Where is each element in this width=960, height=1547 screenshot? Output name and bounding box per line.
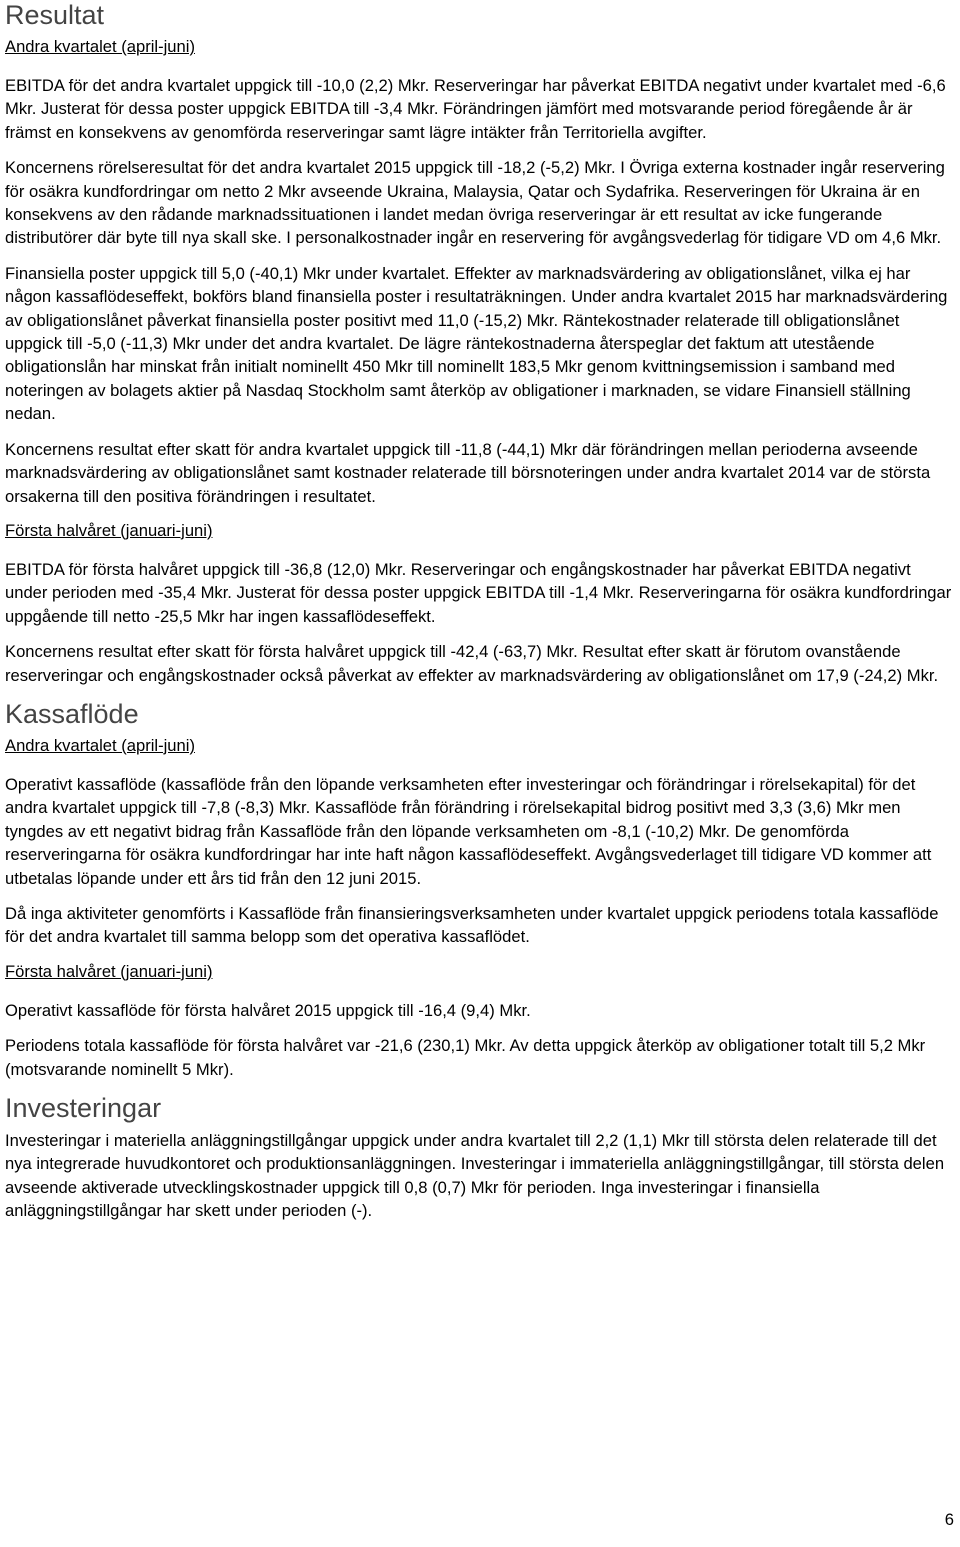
- section-heading-kassaflode: Kassaflöde: [5, 698, 139, 729]
- paragraph: Då inga aktiviteter genomförts i Kassaflöde från finansieringsverksamheten under kvartalet uppgick periodens totala kassaflöde för det andra kvartalet till samma belopp som det operativa kassaflödet.: [5, 903, 939, 947]
- paragraph: Investeringar i materiella anläggningstillgångar uppgick under andra kvartalet till 2,2 (1,1) Mkr till största delen relaterade till det nya integrerade huvudkontoret och produktionsanläggningen. Investeringar i immateriella anläggningstillgångar, till största delen avseende aktiverade utvecklingskostnader uppgick till 0,8 (0,7) Mkr för perioden. Inga investeringar i finansiella anläggningstillgångar har skett under perioden (-).: [5, 1131, 945, 1221]
- subheading-h1-resultat: Första halvåret (januari-juni): [5, 520, 213, 540]
- section-heading-investeringar: Investeringar: [5, 1093, 162, 1123]
- paragraph: Koncernens resultat efter skatt för första halvåret uppgick till -42,4 (-63,7) Mkr. Resultat efter skatt är förutom ovanstående reserveringar och engångskostnader också påverkat av effekter av marknadsvärdering av obligationslånet om 17,9 (-24,2) Mkr.: [5, 642, 939, 685]
- document-page: [5, 0, 953, 1235]
- subheading-q2-resultat: Andra kvartalet (april-juni): [5, 37, 195, 56]
- paragraph: Operativt kassaflöde för första halvåret 2015 uppgick till -16,4 (9,4) Mkr.: [5, 1000, 531, 1020]
- paragraph: Koncernens rörelseresultat för det andra kvartalet 2015 uppgick till -18,2 (-5,2) Mkr. I Övriga externa kostnader ingår reservering för osäkra kundfordringar om netto 2 Mkr avseende Ukraina, Malaysia, Qatar och Sydafrika. Reserveringen för Ukraina är en konsekvens av den rådande marknadssituationen i landet medan övriga reserveringar är ett resultat av icke fungerande distributörer där byte till nya skall ske. I personalkostnader ingår en reservering för avgångsvederlag för tidigare VD om 4,6 Mkr.: [5, 158, 945, 248]
- paragraph: Koncernens resultat efter skatt för andra kvartalet uppgick till -11,8 (-44,1) Mkr där förändringen mellan perioderna avseende marknadsvärdering av obligationslånet samt kostnader relaterade till börsnoteringen under andra kvartalet 2014 var de största orsakerna till den positiva förändringen i resultatet.: [5, 439, 931, 506]
- page-number: 6: [944, 1510, 954, 1529]
- paragraph: Operativt kassaflöde (kassaflöde från den löpande verksamheten efter investeringar och förändringar i rörelsekapital) för det andra kvartalet uppgick till -7,8 (-8,3) Mkr. Kassaflöde från förändring i rörelsekapital bidrog positivt med 3,3 (3,6) Mkr men tyngdes av ett negativt bidrag från Kassaflöde från den löpande verksamheten om -8,1 (-10,2) Mkr. De genomförda reserveringarna för osäkra kundfordringar har inte haft någon kassaflödeseffekt. Avgångsvederlaget till tidigare VD kommer att utbetalas löpande under ett års tid från den 12 juni 2015.: [5, 774, 932, 888]
- subheading-h1-kassaflode: Första halvåret (januari-juni): [5, 961, 213, 981]
- paragraph: Finansiella poster uppgick till 5,0 (-40,1) Mkr under kvartalet. Effekter av marknadsvärdering av obligationslånet, vilka ej har någon kassaflödeseffekt, bokförs bland finansiella poster i resultaträkningen. Under andra kvartalet 2015 har marknadsvärdering av obligationslånet påverkat finansiella poster positivt med 11,0 (-15,2) Mkr. Räntekostnader relaterade till obligationslånet uppgick till -5,0 (-11,3) Mkr under det andra kvartalet. De lägre räntekostnaderna återspeglar det faktum att utestående obligationslån har minskat från initialt nominellt 450 Mkr till nominellt 183,5 Mkr genom kvittningsemission i samband med noteringen av bolagets aktier på Nasdaq Stockholm samt återköp av obligationer i marknaden, se vidare Finansiell ställning nedan.: [5, 263, 948, 424]
- paragraph: EBITDA för första halvåret uppgick till -36,8 (12,0) Mkr. Reserveringar och engångskostnader har påverkat EBITDA negativt under perioden med -35,4 Mkr. Justerat för dessa poster uppgick EBITDA till -1,4 Mkr. Reserveringarna för osäkra kundfordringar uppgående till netto -25,5 Mkr har ingen kassaflödeseffekt.: [5, 559, 952, 626]
- paragraph: Periodens totala kassaflöde för första halvåret var -21,6 (230,1) Mkr. Av detta uppgick återköp av obligationer totalt till 5,2 Mkr (motsvarande nominellt 5 Mkr).: [5, 1036, 926, 1079]
- paragraph: EBITDA för det andra kvartalet uppgick till -10,0 (2,2) Mkr. Reserveringar har påverkat EBITDA negativt under kvartalet med -6,6 Mkr. Justerat för dessa poster uppgick EBITDA till -3,4 Mkr. Förändringen jämfört med motsvarande period föregående år är främst en konsekvens av genomförda reserveringar samt lägre intäkter från Territoriella avgifter.: [5, 76, 946, 142]
- subheading-q2-kassaflode: Andra kvartalet (april-juni): [5, 735, 195, 755]
- section-heading-resultat: Resultat: [5, 0, 105, 30]
